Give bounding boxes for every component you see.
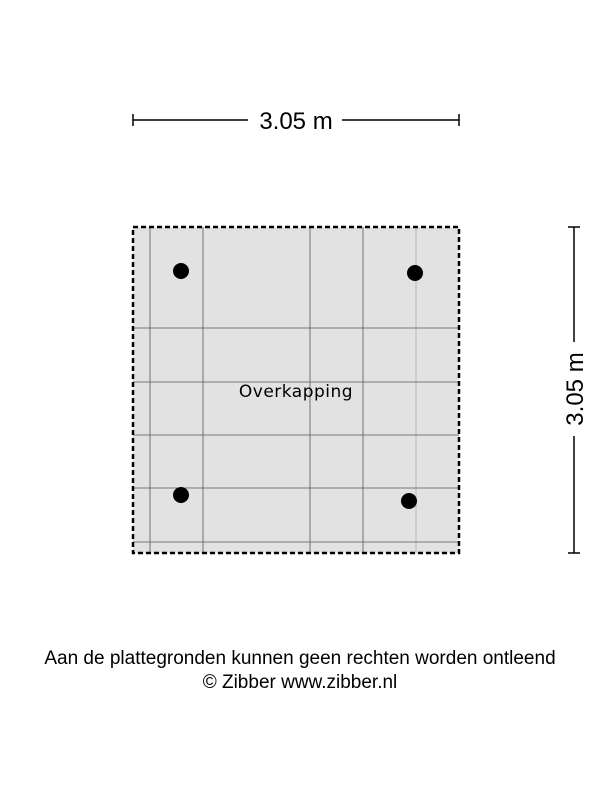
post-top-left [173, 263, 189, 279]
width-dimension-label: 3.05 m [259, 108, 333, 135]
room-label: Overkapping [238, 382, 354, 402]
disclaimer-text: Aan de plattegronden kunnen geen rechten worden ontleend [44, 648, 556, 669]
height-dimension-label: 3.05 m [562, 352, 589, 426]
room-overkapping [133, 227, 459, 553]
height-dimension [562, 227, 589, 553]
width-dimension [133, 108, 459, 135]
post-bottom-right [401, 493, 417, 509]
post-top-right [407, 265, 423, 281]
copyright-text: © Zibber www.zibber.nl [202, 672, 398, 693]
post-bottom-left [173, 487, 189, 503]
